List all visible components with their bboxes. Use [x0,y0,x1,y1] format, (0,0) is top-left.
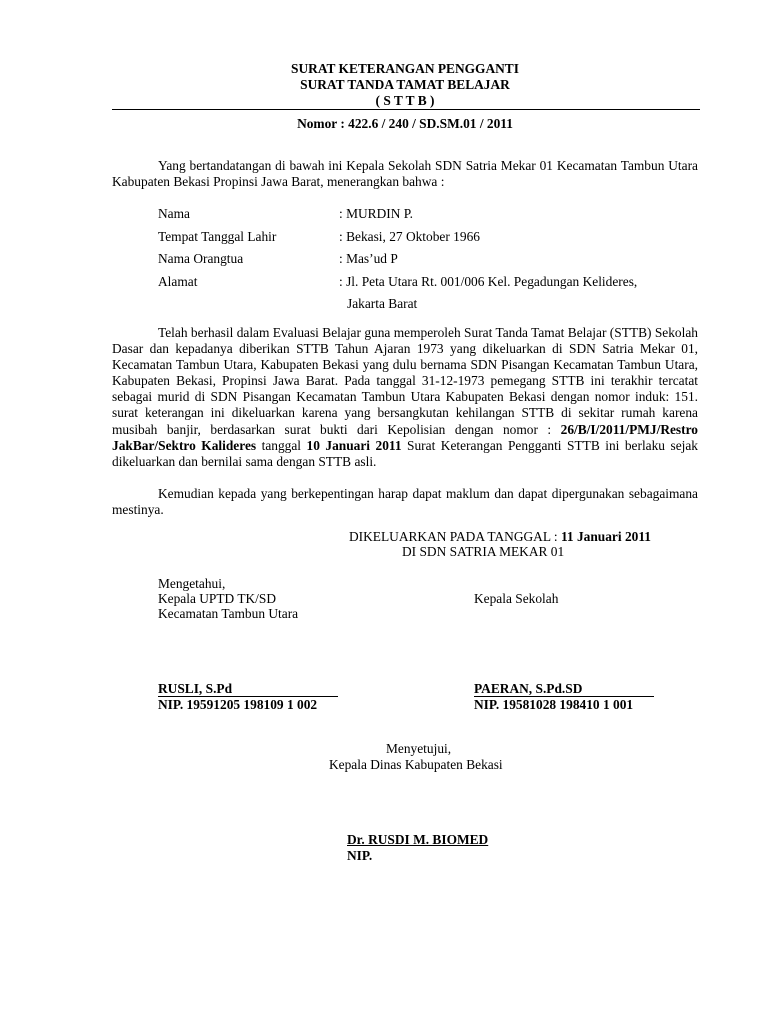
police-reference-date: 10 Januari 2011 [306,437,402,453]
issued-line [349,529,651,545]
approval-signer-nip: NIP. [347,848,373,863]
body-text-1: Telah berhasil dalam Evaluasi Belajar guna memperoleh Surat Tanda Tamat Belajar (STTB) Sekolah Dasar dan kepadanya diberikan STTB Tahun Ajaran 1973 yang dikeluarkan di SDN Satria Mekar 01, Kecamatan Tambun Utara, Kabupaten Bekasi yang dulu bernama SDN Pisangan Kecamatan Tambun Utara, Kabupaten Bekasi, Propinsi Jawa Barat. Pada tanggal 31-12-1973 pemegang STTB ini terakhir tercatat sebagai murid di SDN Pisangan Kecamatan Tambun Utara Kabupaten Bekasi dengan nomor induk: 151. surat keterangan ini dikeluarkan karena yang bersangkutan kehilangan STTB di sekitar rumah karena musibah banjir, berdasarkan surat bukti dari Kepolisian dengan nomor : [112,325,698,437]
title-line-2: SURAT TANDA TAMAT BELAJAR [300,77,510,92]
left-signer-line-3: Kecamatan Tambun Utara [158,606,299,621]
header-rule [112,109,700,110]
left-signer-nip: NIP. 19591205 198109 1 002 [158,697,318,712]
police-reference-number: 26/B/I/2011/PMJ/Restro JakBar/Sektro Kalideres [112,421,698,453]
identity-label-birth: Tempat Tanggal Lahir [158,229,277,244]
left-signer-line-1: Mengetahui, [158,576,226,591]
issued-date: 11 Januari 2011 [560,529,651,544]
letter-number: Nomor : 422.6 / 240 / SD.SM.01 / 2011 [297,116,513,131]
body-text-3: Surat Keterangan Pengganti STTB ini berlaku sejak dikeluarkan dan bernilai sama dengan STTB asli. [112,437,698,469]
identity-label-parent: Nama Orangtua [158,251,244,266]
closing-paragraph: Kemudian kepada yang berkepentingan harap dapat maklum dan dapat dipergunakan sebagaimana mestinya. [112,486,698,518]
identity-value-name: : MURDIN P. [339,206,414,221]
left-signer-name: RUSLI, S.Pd [158,681,233,696]
identity-label-name: Nama [158,206,190,221]
body-paragraph [112,325,698,470]
identity-value-birth: : Bekasi, 27 Oktober 1966 [339,229,480,244]
left-signer-line-2: Kepala UPTD TK/SD [158,591,277,606]
identity-value-parent: : Mas’ud P [339,251,398,266]
issued-label: DIKELUARKAN PADA TANGGAL : [349,529,561,544]
approval-line-2: Kepala Dinas Kabupaten Bekasi [329,757,503,772]
right-signer-line-1: Kepala Sekolah [474,591,559,606]
title-line-3: ( S T T B ) [375,93,435,108]
identity-value-address-line2: Jakarta Barat [347,296,418,311]
identity-value-address: : Jl. Peta Utara Rt. 001/006 Kel. Pegadungan Kelideres, [339,274,638,289]
right-signer-name: PAERAN, S.Pd.SD [474,681,583,696]
title-line-1: SURAT KETERANGAN PENGGANTI [291,61,519,76]
right-signer-nip: NIP. 19581028 198410 1 001 [474,697,634,712]
approval-line-1: Menyetujui, [386,741,452,756]
issued-place: DI SDN SATRIA MEKAR 01 [402,544,565,559]
body-text-2: tanggal [256,437,307,453]
approval-signer-name: Dr. RUSDI M. BIOMED [347,832,489,847]
identity-label-address: Alamat [158,274,198,289]
intro-paragraph: Yang bertandatangan di bawah ini Kepala Sekolah SDN Satria Mekar 01 Kecamatan Tambun Utara Kabupaten Bekasi Propinsi Jawa Barat, menerangkan bahwa : [112,158,698,190]
